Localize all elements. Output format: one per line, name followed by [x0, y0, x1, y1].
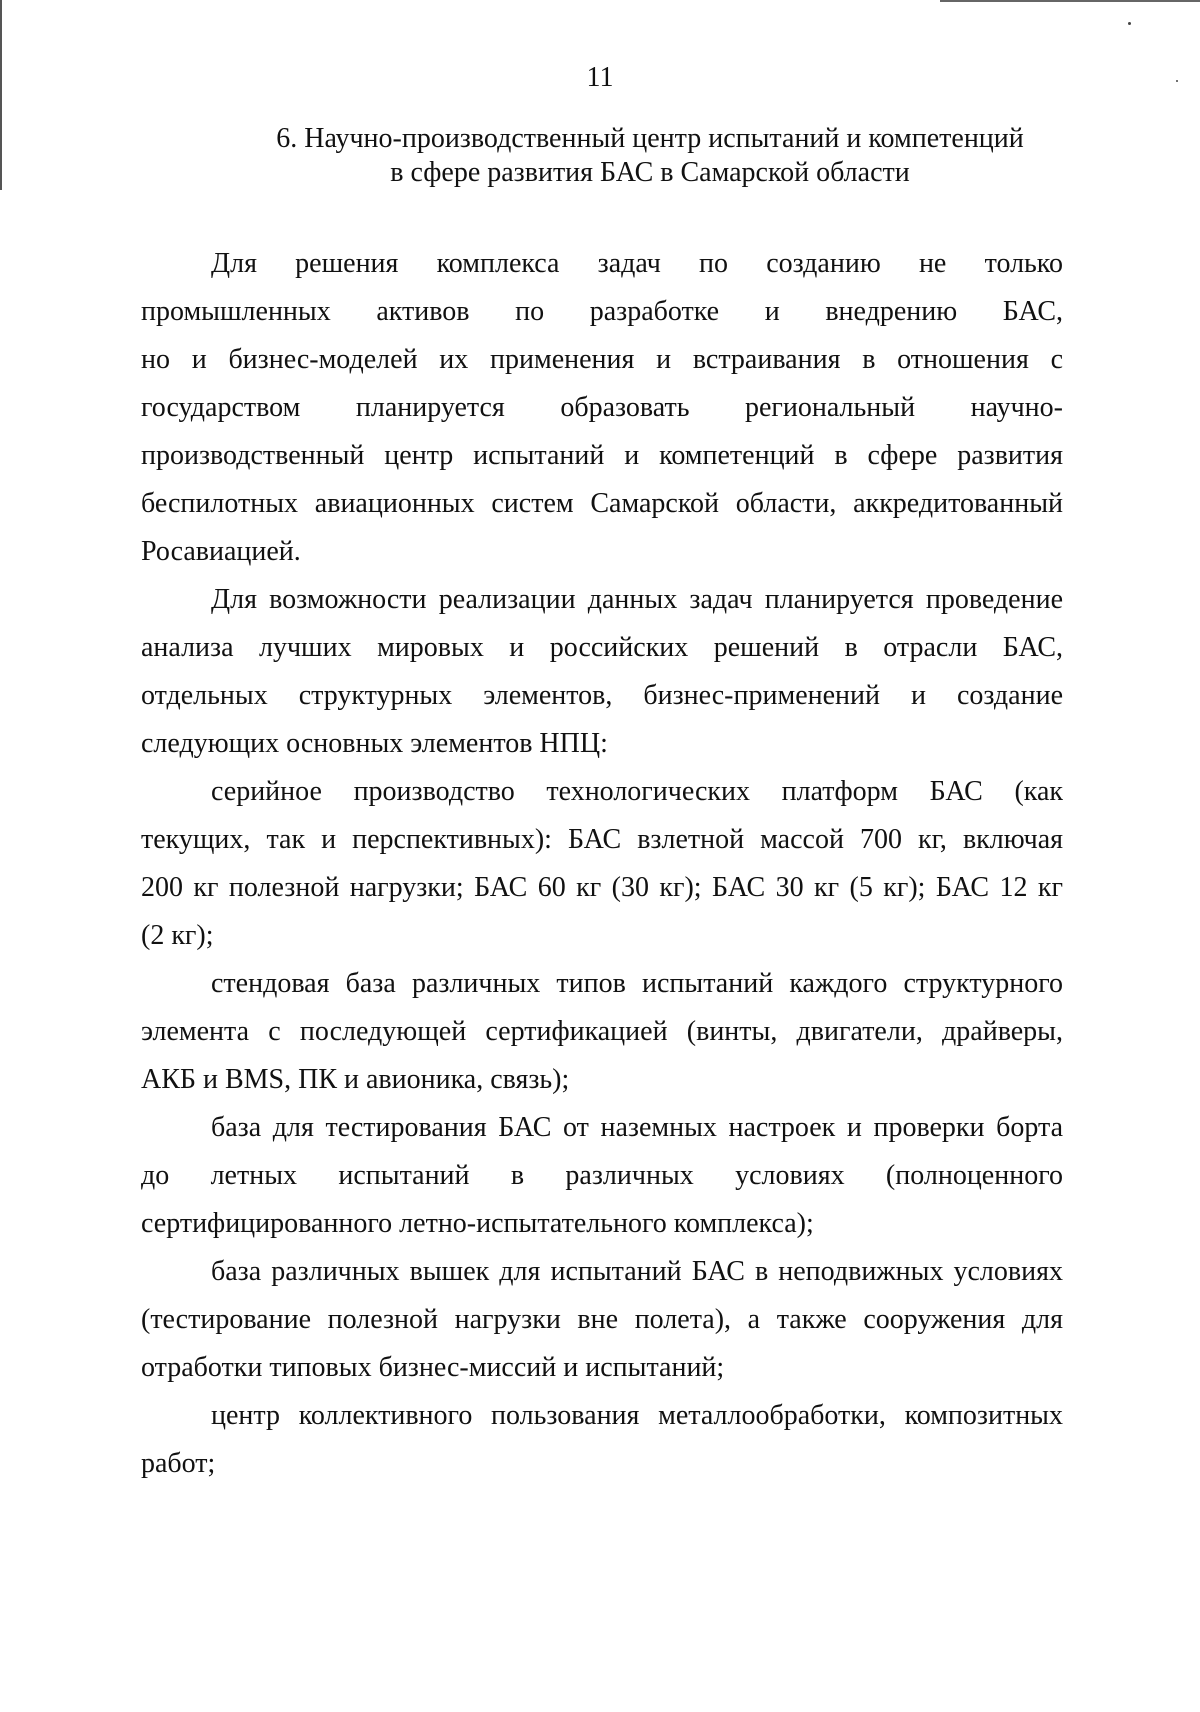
- section-heading-line-2: в сфере развития БАС в Самарской области: [390, 157, 910, 188]
- list-item: [141, 960, 1063, 1104]
- list-item: [141, 1104, 1063, 1248]
- text-line: серийное производство технологических платформ БАС (как: [211, 776, 1063, 807]
- scan-edge-top: [940, 0, 1200, 2]
- text-line: анализа лучших мировых и российских решений в отрасли БАС,: [141, 632, 1063, 663]
- text-line: элемента с последующей сертификацией (винты, двигатели, драйверы,: [141, 1016, 1063, 1047]
- text-line: до летных испытаний в различных условиях (полноценного: [141, 1160, 1063, 1191]
- text-line: Для решения комплекса задач по созданию не только: [211, 248, 1063, 279]
- text-line: база различных вышек для испытаний БАС в неподвижных условиях: [211, 1256, 1063, 1287]
- text-line: следующих основных элементов НПЦ:: [141, 728, 608, 759]
- text-line: промышленных активов по разработке и внедрению БАС,: [141, 296, 1063, 327]
- text-line: база для тестирования БАС от наземных настроек и проверки борта: [211, 1112, 1063, 1143]
- text-line: производственный центр испытаний и компетенций в сфере развития: [141, 440, 1063, 471]
- text-line: Росавиацией.: [141, 536, 301, 567]
- text-line: стендовая база различных типов испытаний каждого структурного: [211, 968, 1063, 999]
- text-line: 200 кг полезной нагрузки; БАС 60 кг (30 кг); БАС 30 кг (5 кг); БАС 12 кг: [141, 872, 1063, 903]
- page-number: 11: [586, 62, 614, 93]
- text-line: центр коллективного пользования металлообработки, композитных: [211, 1400, 1063, 1431]
- body-text: [141, 240, 1063, 1488]
- section-heading-line-1: 6. Научно-производственный центр испытаний и компетенций: [276, 123, 1024, 154]
- paragraph: [141, 576, 1063, 768]
- text-line: сертифицированного летно-испытательного комплекса);: [141, 1208, 814, 1239]
- text-line: Для возможности реализации данных задач планируется проведение: [211, 584, 1063, 615]
- text-line: работ;: [141, 1448, 216, 1479]
- text-line: (тестирование полезной нагрузки вне полета), а также сооружения для: [141, 1304, 1063, 1335]
- text-line: текущих, так и перспективных): БАС взлетной массой 700 кг, включая: [141, 824, 1063, 855]
- section-heading: [150, 122, 1150, 190]
- list-item: [141, 1392, 1063, 1488]
- list-item: [141, 1248, 1063, 1392]
- text-line: государством планируется образовать региональный научно-: [141, 392, 1063, 423]
- text-line: беспилотных авиационных систем Самарской области, аккредитованный: [141, 488, 1063, 519]
- text-line: (2 кг);: [141, 920, 214, 951]
- scan-speck: [1128, 22, 1131, 25]
- list-item: [141, 768, 1063, 960]
- text-line: АКБ и BMS, ПК и авионика, связь);: [141, 1064, 570, 1095]
- paragraph: [141, 240, 1063, 576]
- text-line: но и бизнес-моделей их применения и встраивания в отношения с: [141, 344, 1063, 375]
- text-line: отдельных структурных элементов, бизнес-применений и создание: [141, 680, 1063, 711]
- text-line: отработки типовых бизнес-миссий и испытаний;: [141, 1352, 725, 1383]
